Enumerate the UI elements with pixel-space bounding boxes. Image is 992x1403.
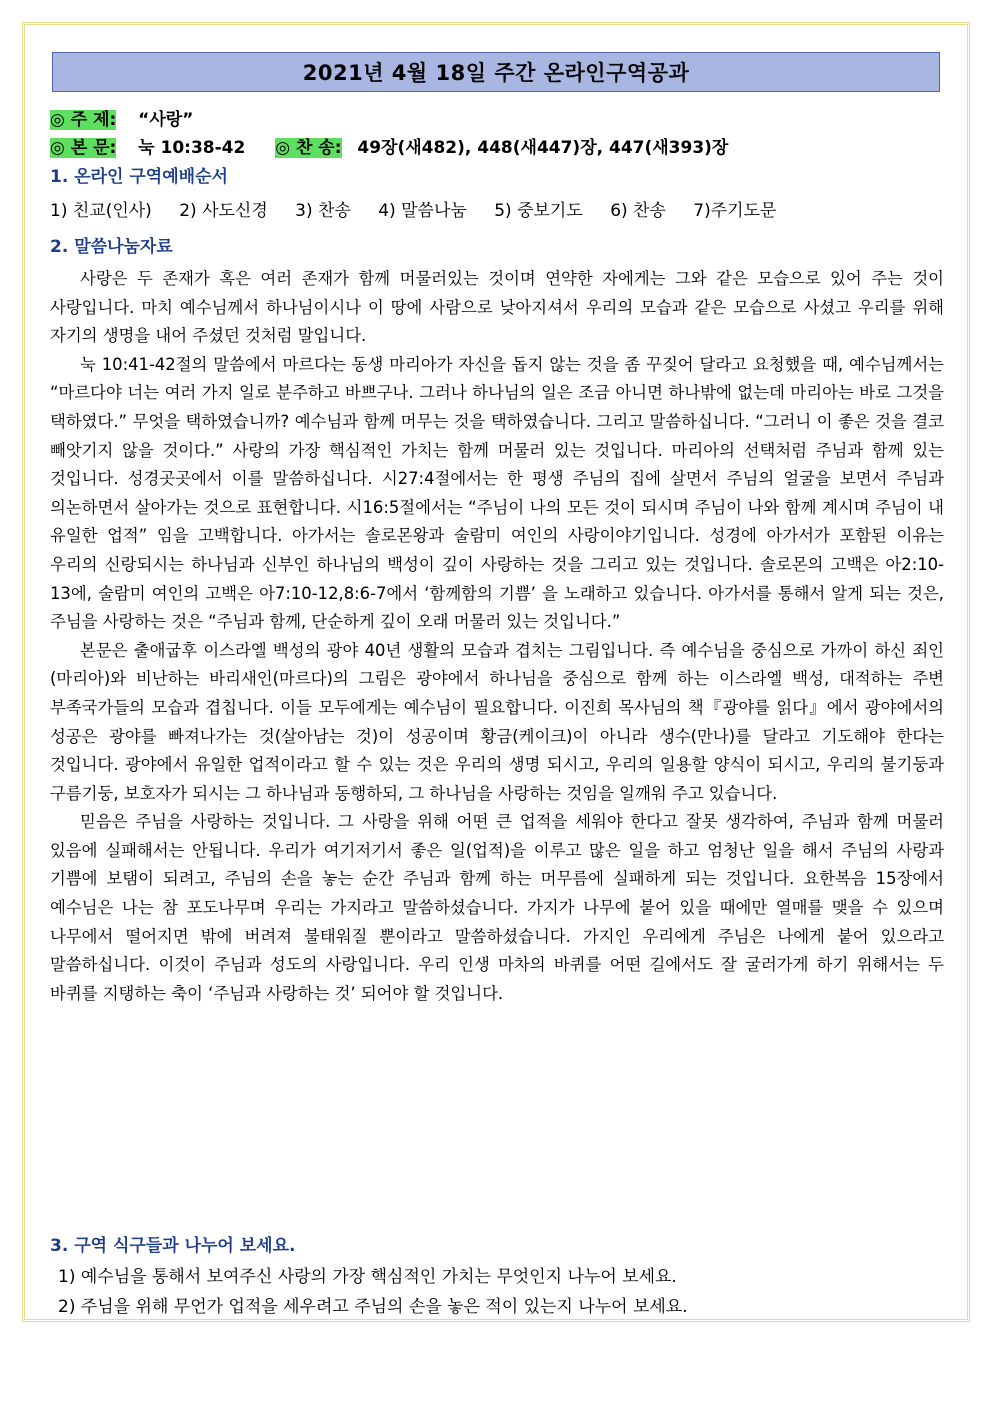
theme-label: ◎ 주 제: bbox=[50, 110, 117, 130]
order-item: 2) 사도신경 bbox=[179, 201, 268, 221]
order-item: 7)주기도문 bbox=[693, 201, 777, 221]
worship-order-list bbox=[50, 196, 798, 221]
theme-line bbox=[50, 105, 193, 130]
section1-heading: 1. 온라인 구역예배순서 bbox=[50, 167, 228, 187]
scripture-value: 눅 10:38-42 bbox=[138, 138, 246, 158]
sermon-paragraph: 사랑은 두 존재가 혹은 여러 존재가 함께 머물러있는 것이며 연약한 자에게는 그와 같은 모습으로 있어 주는 것이 사랑입니다. 마치 예수님께서 하나님이시나 이 땅에 사람으로 낮아지셔서 우리의 모습과 같은 모습으로 사셨고 우리를 위해 자기의 생명을 내어 주셨던 것처럼 말입니다. bbox=[50, 269, 944, 346]
discussion-question: 1) 예수님을 통해서 보여주신 사랑의 가장 핵심적인 가치는 무엇인지 나누어 보세요. bbox=[58, 1267, 677, 1287]
sermon-paragraph: 본문은 출애굽후 이스라엘 백성의 광야 40년 생활의 모습과 겹치는 그림입니다. 즉 예수님을 중심으로 가까이 하신 죄인(마리아)와 비난하는 바리새인(마르다)의 그림은 광야에서 하나님을 중심으로 함께 하는 이스라엘 백성, 대적하는 주변 부족국가들의 모습과 겹칩니다. 이들 모두에게는 예수님이 필요합니다. 이진희 목사님의 책『광야를 읽다』에서 광야에서의 성공은 광야를 빠져나가는 것(살아남는 것)이 성공이며 황금(케이크)이 아니라 생수(만나)를 달라고 기도해야 한다는 것입니다. 광야에서 유일한 업적이라고 할 수 있는 것은 우리의 생명 되시고, 우리의 일용할 양식이 되시고, 우리의 불기둥과 구름기둥, 보호자가 되시는 그 하나님과 동행하되, 그 하나님을 사랑하는 것임을 일깨워 주고 있습니다. bbox=[50, 640, 944, 803]
page-title: 2021년 4월 18일 주간 온라인구역공과 bbox=[302, 61, 690, 85]
hymns-label: ◎ 찬 송: bbox=[275, 138, 342, 158]
hymns-value: 49장(새482), 448(새447)장, 447(새393)장 bbox=[357, 138, 729, 158]
order-item: 6) 찬송 bbox=[610, 201, 666, 221]
order-item: 4) 말씀나눔 bbox=[378, 201, 467, 221]
theme-value: “사랑” bbox=[138, 110, 194, 130]
discussion-question: 2) 주님을 위해 무언가 업적을 세우려고 주님의 손을 놓은 적이 있는지 나누어 보세요. bbox=[58, 1297, 688, 1317]
sermon-body bbox=[50, 265, 944, 1008]
section2-heading: 2. 말씀나눔자료 bbox=[50, 237, 173, 257]
sermon-paragraph: 믿음은 주님을 사랑하는 것입니다. 그 사랑을 위해 어떤 큰 업적을 세워야 한다고 잘못 생각하여, 주님과 함께 머물러 있음에 실패해서는 안됩니다. 우리가 여기저기서 좋은 일(업적)을 이루고 많은 일을 하고 엄청난 일을 해서 주님의 사랑과 기쁨에 보탬이 되려고, 주님의 손을 놓는 순간 주님과 함께 하는 머무름에 실패하게 되는 것입니다. 요한복음 15장에서 예수님은 나는 참 포도나무며 우리는 가지라고 말씀하셨습니다. 가지가 나무에 붙어 있을 때에만 열매를 맺을 수 있으며 나무에서 떨어지면 밖에 버려져 불태워질 뿐이라고 말씀하셨습니다. 가지인 우리에게 주님은 나에게 붙어 있으라고 말씀하십니다. 이것이 주님과 성도의 사랑입니다. 우리 인생 마차의 바퀴를 어떤 길에서도 잘 굴러가게 하기 위해서는 두 바퀴를 지탱하는 축이 ‘주님과 사랑하는 것’ 되어야 할 것입니다. bbox=[50, 812, 945, 1003]
scripture-line bbox=[50, 133, 728, 158]
order-item: 5) 중보기도 bbox=[494, 201, 583, 221]
section3-heading: 3. 구역 식구들과 나누어 보세요. bbox=[50, 1236, 296, 1256]
sermon-paragraph: 눅 10:41-42절의 말씀에서 마르다는 동생 마리아가 자신을 돕지 않는 것을 좀 꾸짖어 달라고 요청했을 때, 예수님께서는 “마르다야 너는 여러 가지 일로 분주하고 바쁘구나. 그러나 하나님의 일은 조금 아니면 하나밖에 없는데 마리아는 바로 그것을 택하였다.” 무엇을 택하였습니까? 예수님과 함께 머무는 것을 택하였습니다. 그리고 말씀하십니다. “그러니 이 좋은 것을 결코 빼앗기지 않을 것이다.” 사랑의 가장 핵심적인 가치는 함께 머물러 있는 것입니다. 마리아의 선택처럼 주님과 함께 있는 것입니다. 성경곳곳에서 이를 말씀하십니다. 시27:4절에서는 한 평생 주님의 집에 살면서 주님의 얼굴을 보면서 주님과 의논하면서 살아가는 것으로 표현합니다. 시16:5절에서는 “주님이 나의 모든 것이 되시며 주님이 나와 함께 계시며 주님이 내 유일한 업적” 임을 고백합니다. 아가서는 솔로몬왕과 술람미 여인의 사랑이야기입니다. 성경에 아가서가 포함된 이유는 우리의 신랑되시는 하나님과 신부인 하나님의 백성이 깊이 사랑하는 것을 그리고 있는 것입니다. 솔로몬의 고백은 아2:10-13에, 술람미 여인의 고백은 아7:10-12,8:6-7에서 ‘함께함의 기쁨’ 을 노래하고 있습니다. 아가서를 통해서 알게 되는 것은, 주님을 사랑하는 것은 “주님과 함께, 단순하게 깊이 오래 머물러 있는 것입니다.” bbox=[50, 354, 944, 632]
scripture-label: ◎ 본 문: bbox=[50, 138, 117, 158]
title-banner bbox=[52, 52, 940, 92]
order-item: 3) 찬송 bbox=[295, 201, 351, 221]
order-item: 1) 친교(인사) bbox=[50, 201, 152, 221]
